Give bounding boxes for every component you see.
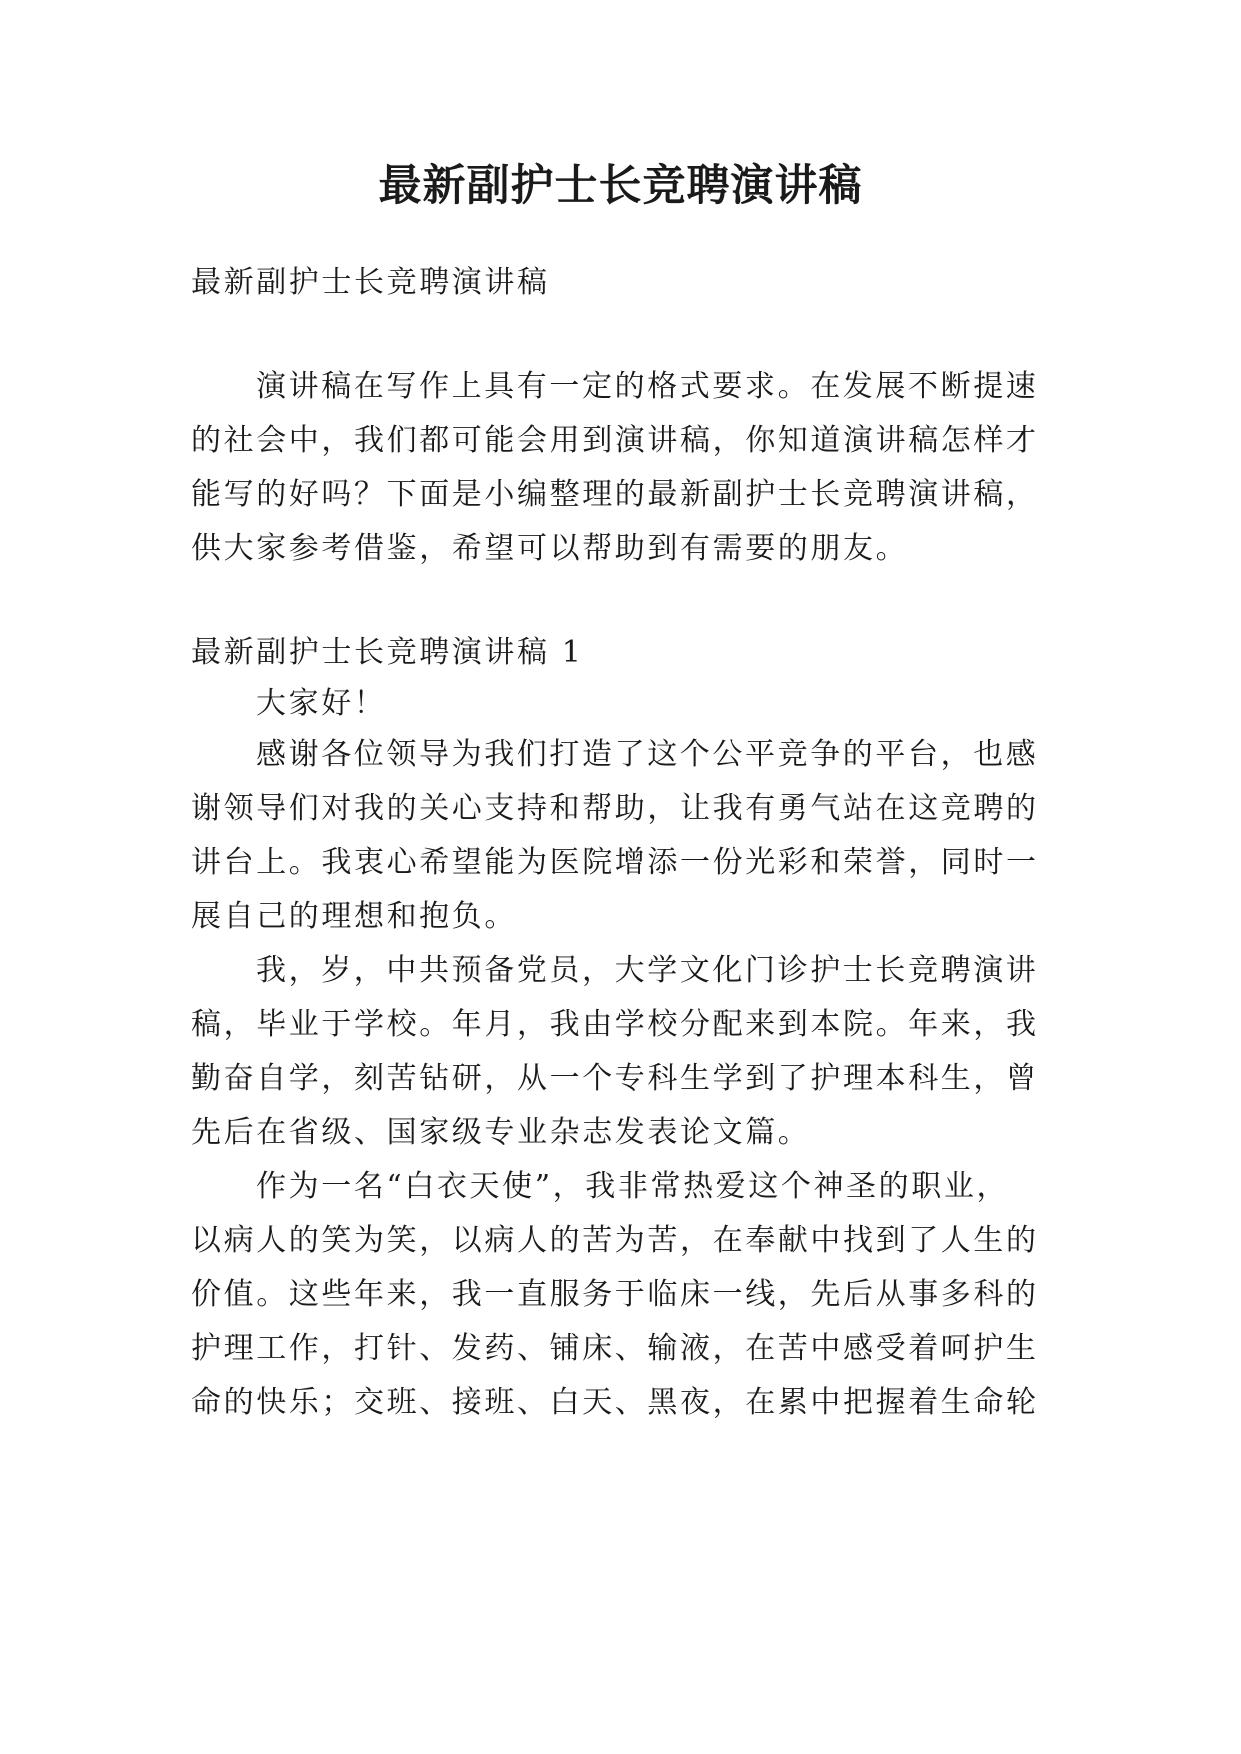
paragraph3-line-1: 作为一名“白衣天使”，我非常热爱这个神圣的职业，: [256, 1169, 1010, 1204]
paragraph3-line-3: 价值。这些年来，我一直服务于临床一线，先后从事多科的: [191, 1277, 1039, 1312]
intro-line-2: 的社会中，我们都可能会用到演讲稿，你知道演讲稿怎样才: [191, 423, 1039, 458]
paragraph2-line-2: 稿，毕业于学校。年月，我由学校分配来到本院。年来，我: [191, 1007, 1039, 1042]
paragraph1-line-1: 感谢各位领导为我们打造了这个公平竞争的平台，也感: [256, 737, 1039, 772]
paragraph2-line-3: 勤奋自学，刻苦钻研，从一个专科生学到了护理本科生，曾: [191, 1061, 1039, 1096]
paragraph1-line-3: 讲台上。我衷心希望能为医院增添一份光彩和荣誉，同时一: [191, 845, 1039, 880]
paragraph3-line-4: 护理工作，打针、发药、铺床、输液，在苦中感受着呵护生: [191, 1331, 1039, 1366]
paragraph1-line-2: 谢领导们对我的关心支持和帮助，让我有勇气站在这竞聘的: [191, 791, 1039, 826]
paragraph2-line-4: 先后在省级、国家级专业杂志发表论文篇。: [191, 1115, 811, 1150]
intro-line-4: 供大家参考借鉴，希望可以帮助到有需要的朋友。: [191, 531, 909, 566]
paragraph2-line-1: 我，岁，中共预备党员，大学文化门诊护士长竞聘演讲: [256, 953, 1039, 988]
paragraph3-line-5: 命的快乐；交班、接班、白天、黑夜，在累中把握着生命轮: [191, 1385, 1039, 1420]
section-heading: 最新副护士长竞聘演讲稿 1: [191, 635, 584, 670]
document-title: 最新副护士长竞聘演讲稿: [378, 161, 863, 211]
document-subtitle: 最新副护士长竞聘演讲稿: [191, 265, 550, 300]
intro-line-1: 演讲稿在写作上具有一定的格式要求。在发展不断提速: [256, 369, 1039, 404]
paragraph1-line-4: 展自己的理想和抱负。: [191, 899, 517, 934]
greeting: 大家好！: [256, 686, 387, 721]
paragraph3-line-2: 以病人的笑为笑，以病人的苦为苦，在奉献中找到了人生的: [191, 1223, 1039, 1258]
intro-line-3: 能写的好吗？下面是小编整理的最新副护士长竞聘演讲稿，: [191, 477, 1039, 512]
